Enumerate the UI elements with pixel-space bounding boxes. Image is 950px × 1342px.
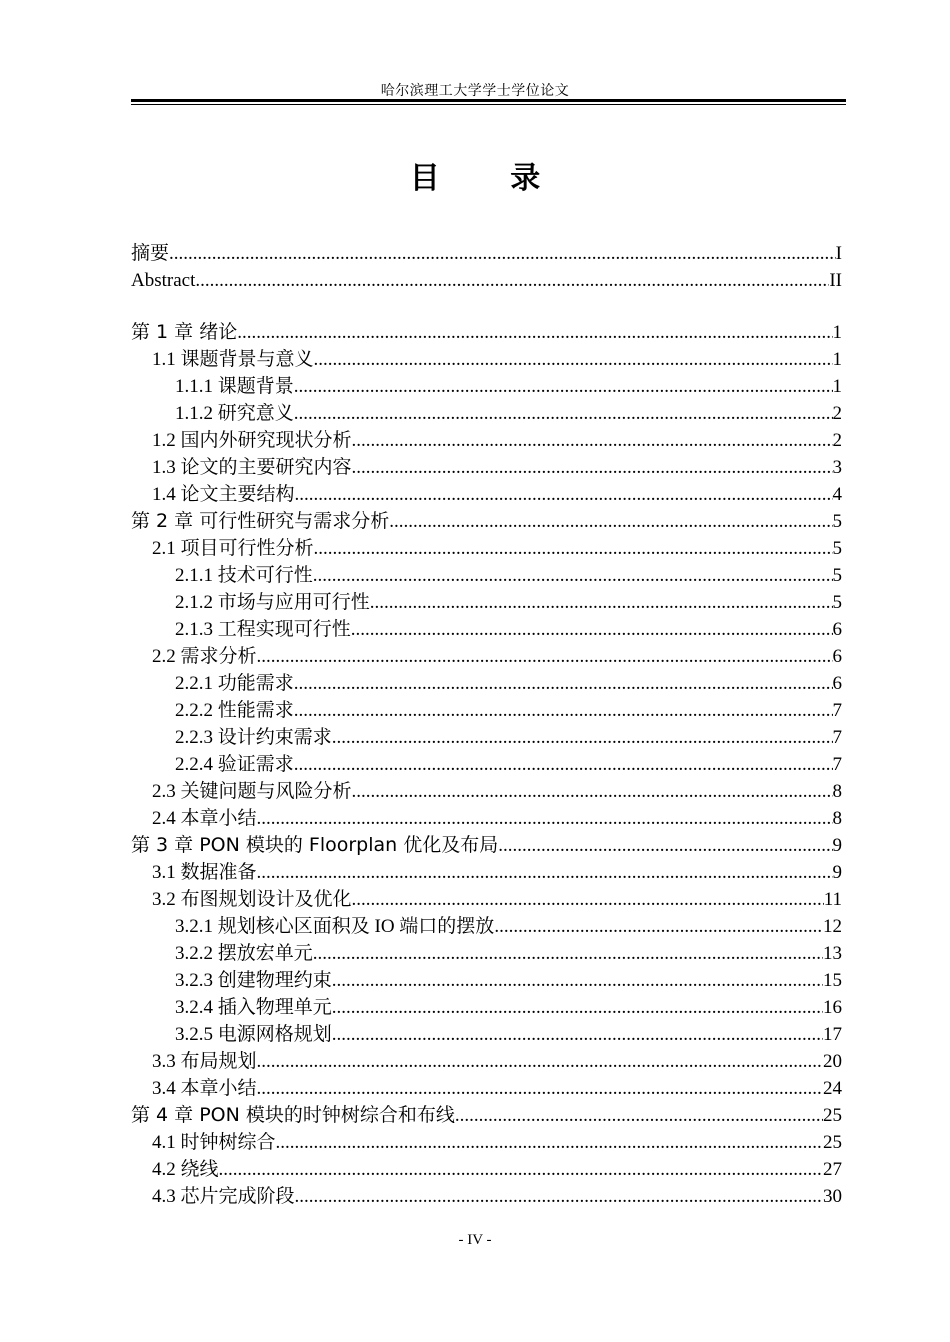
toc-dot-leader <box>313 940 823 967</box>
toc-entry-page: 11 <box>823 889 842 910</box>
toc-entry[interactable] <box>131 697 842 724</box>
toc-entry-page: 7 <box>832 700 842 721</box>
toc-entry-page: 15 <box>823 970 842 991</box>
toc-dot-leader <box>314 346 833 373</box>
toc-dot-leader <box>389 508 832 535</box>
toc-entry-label: 3.2.5 电源网格规划 <box>175 1024 332 1045</box>
toc-entry-label: 2.1.1 技术可行性 <box>175 565 313 586</box>
toc-dot-leader <box>257 643 833 670</box>
toc-entry-page: 25 <box>823 1132 842 1153</box>
toc-dot-leader <box>455 1102 823 1129</box>
toc-entry[interactable] <box>131 427 842 454</box>
toc-chapter-entry[interactable] <box>131 832 842 859</box>
toc-entry-page: 1 <box>832 349 842 370</box>
toc-dot-leader <box>332 1021 823 1048</box>
header-rule-thick <box>131 99 846 102</box>
toc-entry-page: 6 <box>832 619 842 640</box>
toc-entry[interactable] <box>131 1048 842 1075</box>
toc-entry-label: 2.2.1 功能需求 <box>175 673 294 694</box>
toc-dot-leader <box>352 454 833 481</box>
toc-entry-label: 4.1 时钟树综合 <box>152 1132 276 1153</box>
toc-entry[interactable] <box>131 1156 842 1183</box>
toc-entry[interactable] <box>131 940 842 967</box>
toc-entry[interactable] <box>131 1129 842 1156</box>
toc-entry[interactable] <box>131 562 842 589</box>
toc-chapter-entry[interactable] <box>131 508 842 535</box>
toc-entry-page: 6 <box>832 646 842 667</box>
toc-entry[interactable] <box>131 400 842 427</box>
toc-entry[interactable] <box>131 535 842 562</box>
toc-entry-label: 4.3 芯片完成阶段 <box>152 1186 295 1207</box>
toc-entry-label: 3.2.2 摆放宏单元 <box>175 943 313 964</box>
header-rule-thin <box>131 104 846 105</box>
running-header: 哈尔滨理工大学学士学位论文 <box>380 84 570 99</box>
toc-entry[interactable] <box>131 267 842 294</box>
toc-entry[interactable] <box>131 724 842 751</box>
toc-entry-label: 摘要 <box>131 243 170 264</box>
toc-entry[interactable] <box>131 805 842 832</box>
toc-dot-leader <box>219 1156 823 1183</box>
toc-entry-page: 25 <box>823 1105 842 1126</box>
toc-entry[interactable] <box>131 913 842 940</box>
toc-dot-leader <box>352 886 824 913</box>
toc-entry-label: 第 2 章 可行性研究与需求分析 <box>131 510 390 532</box>
toc-entry[interactable] <box>131 346 842 373</box>
toc-dot-leader <box>314 535 833 562</box>
toc-entry-label: 第 4 章 PON 模块的时钟树综合和布线 <box>131 1104 455 1126</box>
toc-entry-label: 2.3 关键问题与风险分析 <box>152 781 352 802</box>
toc-entry-page: 5 <box>832 538 842 559</box>
toc-dot-leader <box>294 751 833 778</box>
toc-entry[interactable] <box>131 589 842 616</box>
toc-entry-label: 3.4 本章小结 <box>152 1078 257 1099</box>
toc-entry[interactable] <box>131 373 842 400</box>
toc-dot-leader <box>494 913 823 940</box>
toc-entry[interactable] <box>131 886 842 913</box>
toc-dot-leader <box>294 670 833 697</box>
toc-entry-label: Abstract <box>131 270 196 291</box>
toc-entry-page: 7 <box>832 754 842 775</box>
toc-entry[interactable] <box>131 616 842 643</box>
toc-entry-label: 2.1 项目可行性分析 <box>152 538 314 559</box>
toc-entry-page: II <box>829 270 842 291</box>
toc-dot-leader <box>332 967 823 994</box>
toc-dot-leader <box>257 805 833 832</box>
toc-dot-leader <box>498 832 832 859</box>
toc-entry[interactable] <box>131 1183 842 1210</box>
toc-entry-page: 17 <box>823 1024 842 1045</box>
toc-entry-label: 2.2.3 设计约束需求 <box>175 727 332 748</box>
toc-entry[interactable] <box>131 1021 842 1048</box>
toc-entry-page: 5 <box>832 511 842 532</box>
toc-entry-label: 第 1 章 绪论 <box>131 321 238 343</box>
toc-entry[interactable] <box>131 1075 842 1102</box>
toc-entry-page: 6 <box>832 673 842 694</box>
toc-entry[interactable] <box>131 454 842 481</box>
toc-dot-leader <box>351 616 833 643</box>
toc-entry-label: 3.2.3 创建物理约束 <box>175 970 332 991</box>
toc-entry-page: 2 <box>832 403 842 424</box>
page-number: - IV - <box>458 1232 492 1248</box>
toc-title: 目 录 <box>409 161 571 196</box>
toc-chapter-entry[interactable] <box>131 1102 842 1129</box>
toc-entry[interactable] <box>131 967 842 994</box>
toc-entry-page: 13 <box>823 943 842 964</box>
toc-dot-leader <box>195 267 829 294</box>
toc-dot-leader <box>169 240 836 267</box>
toc-entry-page: 1 <box>832 322 842 343</box>
toc-entry-label: 2.1.3 工程实现可行性 <box>175 619 351 640</box>
toc-entry-label: 1.4 论文主要结构 <box>152 484 295 505</box>
toc-dot-leader <box>257 1075 823 1102</box>
toc-entry-page: 12 <box>823 916 842 937</box>
toc-entry-label: 2.2.4 验证需求 <box>175 754 294 775</box>
toc-entry-page: 20 <box>823 1051 842 1072</box>
toc-entry-page: 2 <box>832 430 842 451</box>
toc-dot-leader <box>295 481 833 508</box>
toc-entry-label: 4.2 绕线 <box>152 1159 219 1180</box>
toc-entry-page: I <box>835 243 842 264</box>
toc-entry-label: 3.3 布局规划 <box>152 1051 257 1072</box>
toc-dot-leader <box>294 697 833 724</box>
toc-entry-label: 2.2 需求分析 <box>152 646 257 667</box>
toc-dot-leader <box>295 1183 823 1210</box>
toc-entry-label: 1.1.1 课题背景 <box>175 376 294 397</box>
toc-entry-label: 3.1 数据准备 <box>152 862 257 883</box>
toc-entry-label: 1.1.2 研究意义 <box>175 403 294 424</box>
toc-entry-label: 1.1 课题背景与意义 <box>152 349 314 370</box>
toc-dot-leader <box>257 1048 823 1075</box>
toc-entry-page: 3 <box>832 457 842 478</box>
toc-entry-page: 1 <box>832 376 842 397</box>
toc-entry-label: 2.1.2 市场与应用可行性 <box>175 592 370 613</box>
toc-entry-page: 8 <box>832 808 842 829</box>
toc-entry-page: 9 <box>832 835 842 856</box>
toc-entry-page: 24 <box>823 1078 842 1099</box>
toc-dot-leader <box>294 373 833 400</box>
toc-entry-page: 4 <box>832 484 842 505</box>
toc-main <box>131 319 842 1210</box>
toc-dot-leader <box>370 589 833 616</box>
toc-dot-leader <box>332 994 823 1021</box>
toc-entry[interactable] <box>131 994 842 1021</box>
toc-entry-page: 16 <box>823 997 842 1018</box>
toc-entry-page: 5 <box>832 565 842 586</box>
toc-entry[interactable] <box>131 481 842 508</box>
toc-entry-label: 1.2 国内外研究现状分析 <box>152 430 352 451</box>
toc-entry[interactable] <box>131 751 842 778</box>
toc-entry-page: 8 <box>832 781 842 802</box>
toc-entry-label: 1.3 论文的主要研究内容 <box>152 457 352 478</box>
toc-dot-leader <box>257 859 833 886</box>
toc-entry[interactable] <box>131 778 842 805</box>
toc-chapter-entry[interactable] <box>131 319 842 346</box>
toc-dot-leader <box>313 562 833 589</box>
toc-entry-label: 第 3 章 PON 模块的 Floorplan 优化及布局 <box>131 834 499 856</box>
toc-entry[interactable] <box>131 643 842 670</box>
toc-dot-leader <box>237 319 832 346</box>
toc-entry-label: 3.2 布图规划设计及优化 <box>152 889 352 910</box>
toc-entry[interactable] <box>131 670 842 697</box>
toc-entry-label: 3.2.1 规划核心区面积及 IO 端口的摆放 <box>175 916 495 937</box>
toc-entry-page: 9 <box>832 862 842 883</box>
toc-entry-page: 7 <box>832 727 842 748</box>
toc-dot-leader <box>332 724 833 751</box>
toc-entry-page: 30 <box>823 1186 842 1207</box>
toc-entry[interactable] <box>131 240 842 267</box>
toc-entry-page: 5 <box>832 592 842 613</box>
toc-dot-leader <box>294 400 833 427</box>
toc-entry-page: 27 <box>823 1159 842 1180</box>
toc-front-matter <box>131 240 842 294</box>
toc-entry-label: 2.2.2 性能需求 <box>175 700 294 721</box>
toc-dot-leader <box>352 778 833 805</box>
toc-entry-label: 2.4 本章小结 <box>152 808 257 829</box>
toc-entry[interactable] <box>131 859 842 886</box>
toc-dot-leader <box>276 1129 823 1156</box>
toc-entry-label: 3.2.4 插入物理单元 <box>175 997 332 1018</box>
toc-dot-leader <box>352 427 833 454</box>
